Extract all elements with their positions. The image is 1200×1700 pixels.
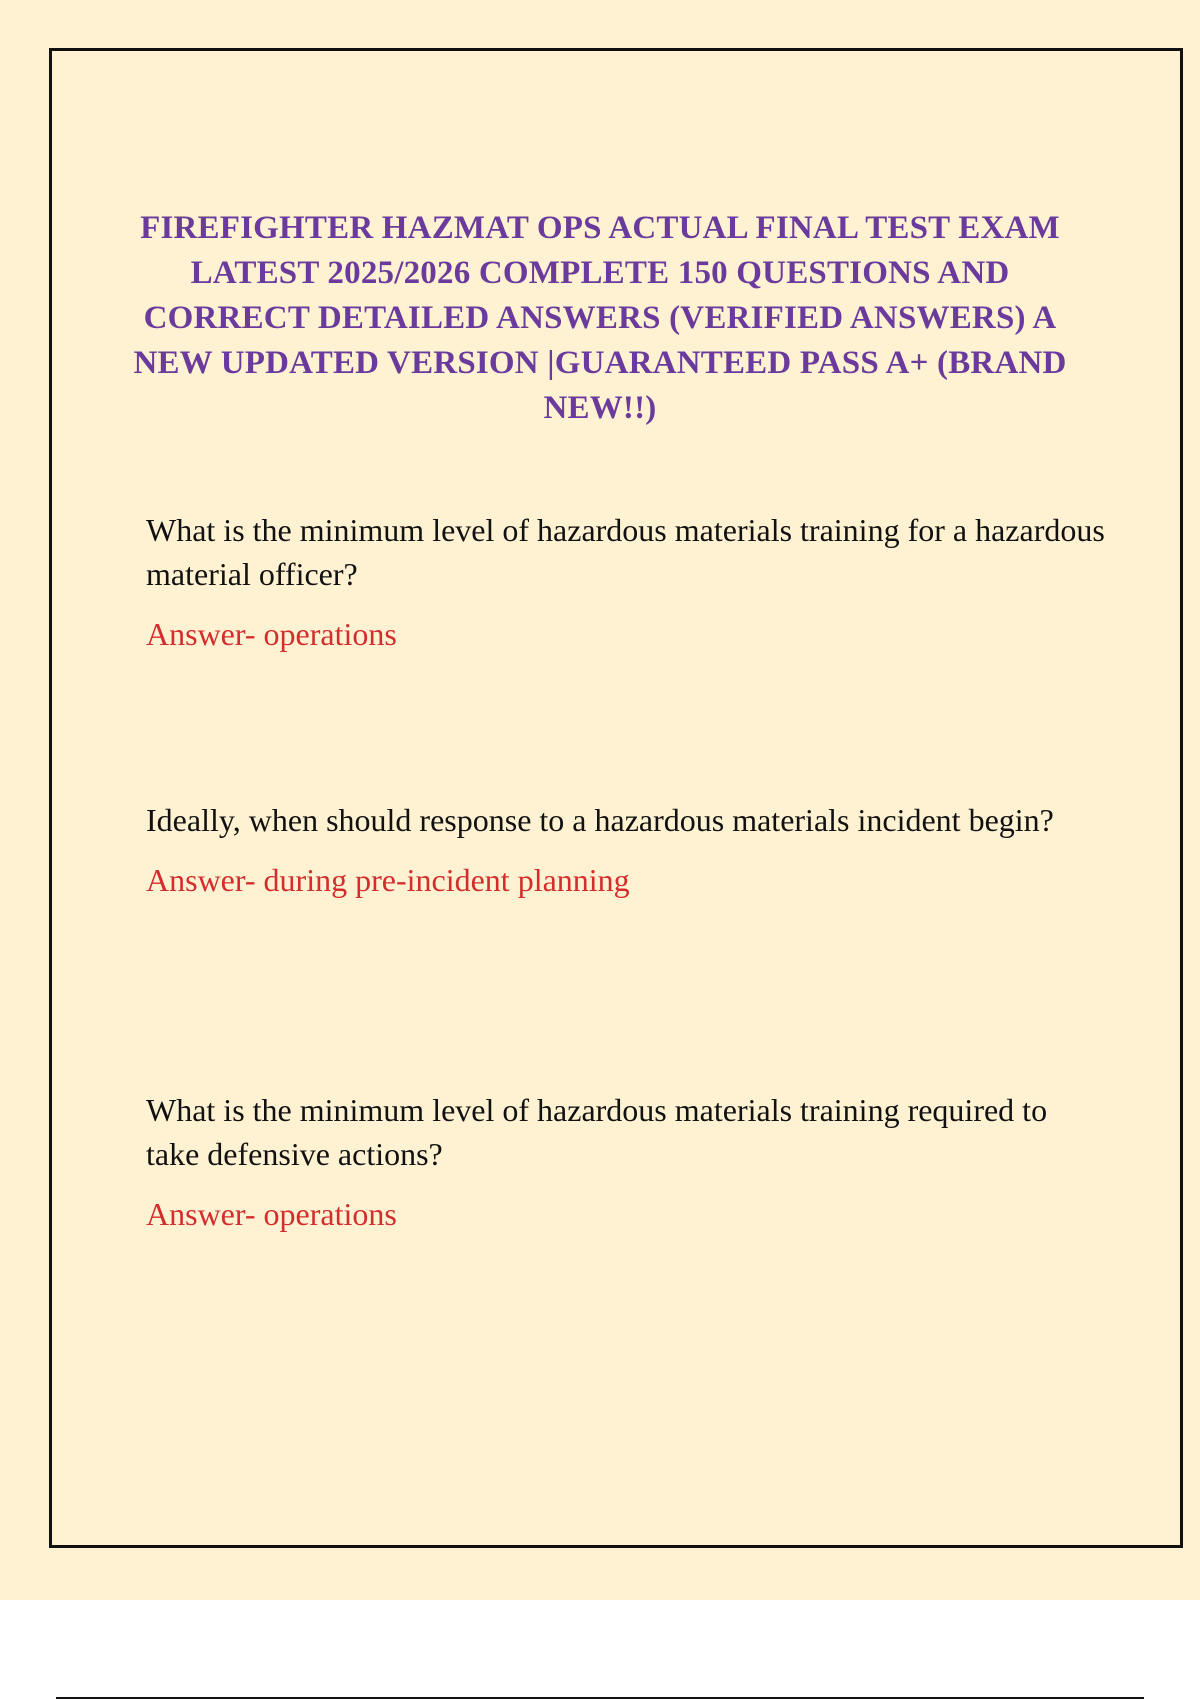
- answer-text: Answer- operations: [146, 1196, 397, 1232]
- answer-text: Answer- during pre-incident planning: [146, 862, 630, 898]
- qa-item-1: [146, 508, 1106, 654]
- document-title: FIREFIGHTER HAZMAT OPS ACTUAL FINAL TEST EXAM LATEST 2025/2026 COMPLETE 150 QUESTIONS AND CORRECT DETAILED ANSWERS (VERIFIED ANSWERS) A NEW UPDATED VERSION |GUARANTEED PASS A+ (BRAND NEW!!): [133, 210, 1067, 426]
- question-text: What is the minimum level of hazardous materials training required to take defensive actions?: [146, 1092, 1048, 1172]
- answer-text: Answer- operations: [146, 616, 397, 652]
- qa-item-3: [146, 1088, 1106, 1234]
- question-text: What is the minimum level of hazardous materials training for a hazardous material officer?: [146, 512, 1105, 592]
- qa-item-2: [146, 798, 1106, 900]
- question-text: Ideally, when should response to a hazardous materials incident begin?: [146, 802, 1054, 838]
- footer-divider: [56, 1697, 1144, 1699]
